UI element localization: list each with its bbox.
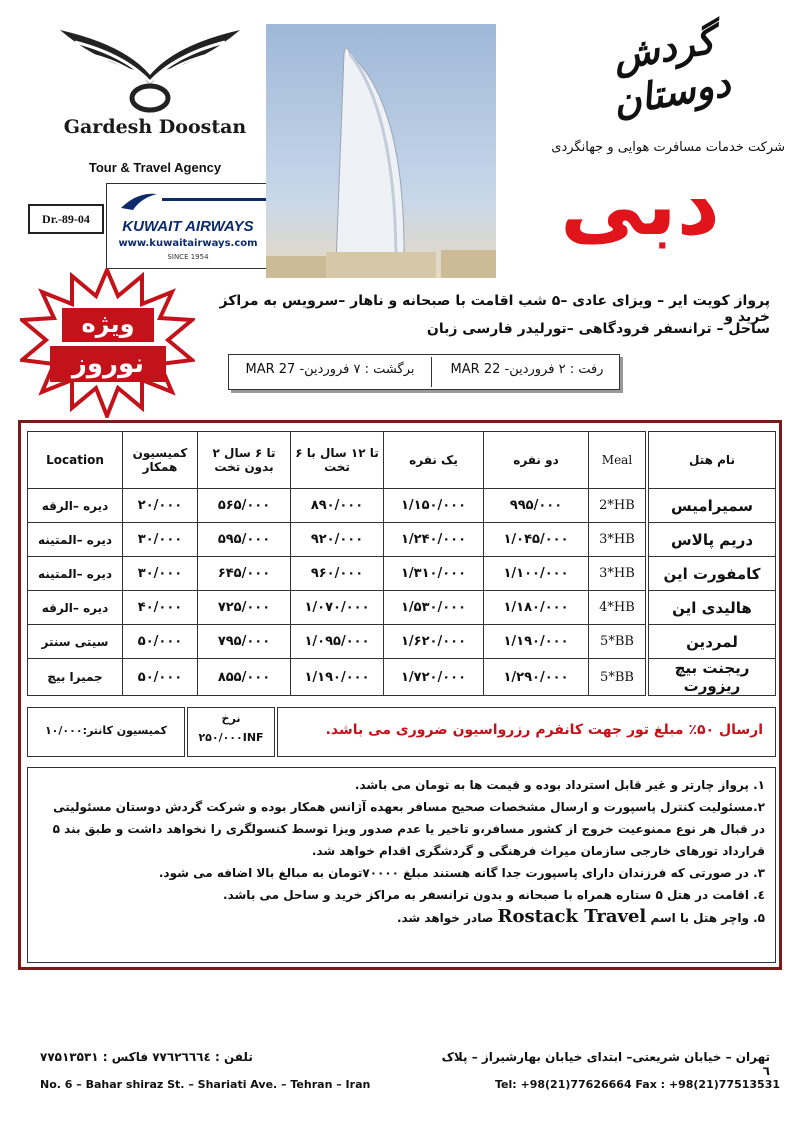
airline-url: www.kuwaitairways.com bbox=[118, 238, 258, 249]
cell-child-bed: ۱/۱۹۰/۰۰۰ bbox=[291, 659, 384, 696]
tour-description-line2: ساحل – ترانسفر فرودگاهی –تورلیدر فارسی زبان bbox=[426, 321, 770, 337]
cell-location: دیره –الرقه bbox=[28, 591, 123, 625]
rate-value: ۲۵۰/۰۰۰INF bbox=[198, 731, 264, 744]
rate-label: نرخ bbox=[221, 712, 241, 725]
cell-double: ۱/۲۹۰/۰۰۰ bbox=[484, 659, 589, 696]
cell-double: ۱/۱۹۰/۰۰۰ bbox=[484, 625, 589, 659]
cell-meal: 4*HB bbox=[589, 591, 648, 625]
cell-commission: ۳۰/۰۰۰ bbox=[123, 557, 198, 591]
voucher-prefix: ۵. واچر هتل با اسم bbox=[650, 911, 765, 925]
dates-box bbox=[228, 354, 620, 390]
cell-child-nobed: ۷۹۵/۰۰۰ bbox=[198, 625, 291, 659]
cell-commission: ۴۰/۰۰۰ bbox=[123, 591, 198, 625]
cell-commission: ۵۰/۰۰۰ bbox=[123, 625, 198, 659]
price-section bbox=[18, 420, 782, 970]
cell-meal: 2*HB bbox=[589, 489, 648, 523]
cell-single: ۱/۱۵۰/۰۰۰ bbox=[384, 489, 484, 523]
divider bbox=[431, 357, 432, 387]
footer-phones-en: Tel: +98(21)77626664 Fax : +98(21)77513531 bbox=[494, 1078, 780, 1091]
company-description: شرکت خدمات مسافرت هوایی و جهانگردی bbox=[551, 140, 785, 155]
footer-address-fa: تهران – خیابان شریعتی– ابتدای خیابان بهارشیراز – پلاک ٦ bbox=[441, 1050, 770, 1078]
col-meal: Meal bbox=[589, 432, 648, 489]
cell-meal: 3*HB bbox=[589, 523, 648, 557]
cell-meal: 5*BB bbox=[589, 625, 648, 659]
cell-location: جمیرا بیچ bbox=[28, 659, 123, 696]
cell-single: ۱/۷۲۰/۰۰۰ bbox=[384, 659, 484, 696]
cell-double: ۹۹۵/۰۰۰ bbox=[484, 489, 589, 523]
cell-single: ۱/۳۱۰/۰۰۰ bbox=[384, 557, 484, 591]
cell-location: دیره –المتینه bbox=[28, 557, 123, 591]
cell-child-bed: ۸۹۰/۰۰۰ bbox=[291, 489, 384, 523]
table-row bbox=[28, 489, 776, 523]
cell-double: ۱/۱۸۰/۰۰۰ bbox=[484, 591, 589, 625]
cell-child-bed: ۹۶۰/۰۰۰ bbox=[291, 557, 384, 591]
cell-child-nobed: ۵۶۵/۰۰۰ bbox=[198, 489, 291, 523]
license-code: Dr.-89-04 bbox=[28, 204, 104, 234]
cell-child-bed: ۹۲۰/۰۰۰ bbox=[291, 523, 384, 557]
cell-hotel: دریم پالاس bbox=[647, 523, 776, 557]
table-row bbox=[28, 591, 776, 625]
destination-title: دبی bbox=[560, 156, 720, 254]
col-location: Location bbox=[28, 432, 123, 489]
airline-name: KUWAIT AIRWAYS bbox=[122, 218, 254, 235]
infant-rate bbox=[187, 707, 275, 757]
col-double: دو نفره bbox=[484, 432, 589, 489]
footer-address-en: No. 6 – Bahar shiraz St. – Shariati Ave. – Tehran – Iran bbox=[40, 1078, 371, 1091]
info-row bbox=[27, 707, 776, 759]
cell-commission: ۵۰/۰۰۰ bbox=[123, 659, 198, 696]
table-row bbox=[28, 557, 776, 591]
term-item: ۲.مسئولیت کنترل پاسپورت و ارسال مشخصات صحیح مسافر بعهده آژانس همکار بوده و شرکت گردش دوستان مسئولیتی در قبال هر نوع ممنوعیت خروج از کشور مسافر،و تاخیر یا عدم صدور ویزا توسط کنسولگری را نخواهد داشت و طبق بند ۵ قرارداد تورهای خارجی سازمان میراث فرهنگی و گردشگری اقدام خواهد شد. bbox=[52, 800, 765, 858]
kuwait-airways-logo bbox=[106, 183, 270, 269]
cell-location: سیتی سنتر bbox=[28, 625, 123, 659]
cell-double: ۱/۰۴۵/۰۰۰ bbox=[484, 523, 589, 557]
divider bbox=[162, 198, 266, 201]
cell-hotel: کامفورت این bbox=[647, 557, 776, 591]
cell-meal: 5*BB bbox=[589, 659, 648, 696]
airline-since: SINCE 1954 bbox=[167, 253, 209, 261]
hotel-rows bbox=[28, 489, 776, 696]
col-single: یک نفره bbox=[384, 432, 484, 489]
cell-child-nobed: ۶۴۵/۰۰۰ bbox=[198, 557, 291, 591]
agency-name: Gardesh Doostan bbox=[63, 116, 247, 138]
cell-single: ۱/۲۴۰/۰۰۰ bbox=[384, 523, 484, 557]
terms-list bbox=[27, 767, 776, 963]
cell-commission: ۳۰/۰۰۰ bbox=[123, 523, 198, 557]
cell-commission: ۲۰/۰۰۰ bbox=[123, 489, 198, 523]
term-item: ٤. اقامت در هتل ۵ ستاره همراه با صبحانه و بدون ترانسفر به مراکز خرید و ساحل می باشد. bbox=[223, 888, 765, 902]
table-row bbox=[28, 523, 776, 557]
departure-date: رفت : ۲ فروردین- 22 MAR bbox=[450, 362, 604, 377]
table-row bbox=[28, 659, 776, 696]
cell-child-nobed: ۵۹۵/۰۰۰ bbox=[198, 523, 291, 557]
brand-persian: گردش دوستان bbox=[609, 16, 734, 125]
cell-hotel: سمیرامیس bbox=[647, 489, 776, 523]
cell-meal: 3*HB bbox=[589, 557, 648, 591]
cell-single: ۱/۶۲۰/۰۰۰ bbox=[384, 625, 484, 659]
cell-location: دیره –الرقه bbox=[28, 489, 123, 523]
term-item: ۱. پرواز چارتر و غیر قابل استرداد بوده و قیمت ها به تومان می باشد. bbox=[354, 778, 765, 792]
cell-location: دیره –المتینه bbox=[28, 523, 123, 557]
cell-double: ۱/۱۰۰/۰۰۰ bbox=[484, 557, 589, 591]
agency-logo bbox=[55, 20, 245, 115]
badge-line1: ویژه bbox=[81, 310, 135, 338]
cell-child-nobed: ۷۲۵/۰۰۰ bbox=[198, 591, 291, 625]
counter-commission: کمیسیون کانتر:۱۰/۰۰۰ bbox=[27, 707, 185, 757]
voucher-suffix: صادر خواهد شد. bbox=[396, 911, 494, 925]
cell-hotel: لمردین bbox=[647, 625, 776, 659]
footer-phones-fa: تلفن : ۷۷٦۲٦٦٦٤ فاکس : ۷۷۵۱۳۵۳۱ bbox=[40, 1050, 253, 1064]
agency-subtitle: Tour & Travel Agency bbox=[88, 160, 222, 175]
tour-description-line1: پرواز کویت ایر – ویزای عادی –۵ شب اقامت با صبحانه و ناهار –سرویس به مراکز خرید و bbox=[219, 293, 770, 325]
cell-hotel: ریجنت بیچ ریزورت bbox=[647, 659, 776, 696]
hotel-price-table bbox=[27, 431, 776, 696]
col-hotel: نام هتل bbox=[647, 432, 776, 489]
cell-single: ۱/۵۳۰/۰۰۰ bbox=[384, 591, 484, 625]
nowruz-badge bbox=[20, 268, 195, 418]
term-item: ۳. در صورتی که فرزندان دارای پاسپورت جدا گانه هستند مبلغ ۷۰۰۰۰تومان به مبالغ بالا اضافه می شود. bbox=[158, 866, 765, 880]
cell-child-bed: ۱/۰۹۵/۰۰۰ bbox=[291, 625, 384, 659]
table-row bbox=[28, 625, 776, 659]
cell-child-nobed: ۸۵۵/۰۰۰ bbox=[198, 659, 291, 696]
badge-line2: نوروز bbox=[71, 349, 145, 379]
col-child-nobed: ۲ تا ۶ سال بدون تخت bbox=[198, 432, 291, 489]
airline-bird-icon bbox=[119, 188, 159, 216]
col-child-bed: ۶ تا ۱۲ سال با تخت bbox=[291, 432, 384, 489]
col-commission: کمیسیون همکار bbox=[123, 432, 198, 489]
voucher-line bbox=[38, 906, 765, 929]
dubai-photo bbox=[266, 24, 496, 278]
return-date: برگشت : ۷ فروردین- 27 MAR bbox=[245, 362, 415, 377]
voucher-company: Rostack Travel bbox=[497, 906, 647, 927]
cell-child-bed: ۱/۰۷۰/۰۰۰ bbox=[291, 591, 384, 625]
deposit-note: ارسال ۵۰٪ مبلغ تور جهت کانفرم رزرواسیون ضروری می باشد. bbox=[277, 707, 776, 757]
cell-hotel: هالیدی این bbox=[647, 591, 776, 625]
